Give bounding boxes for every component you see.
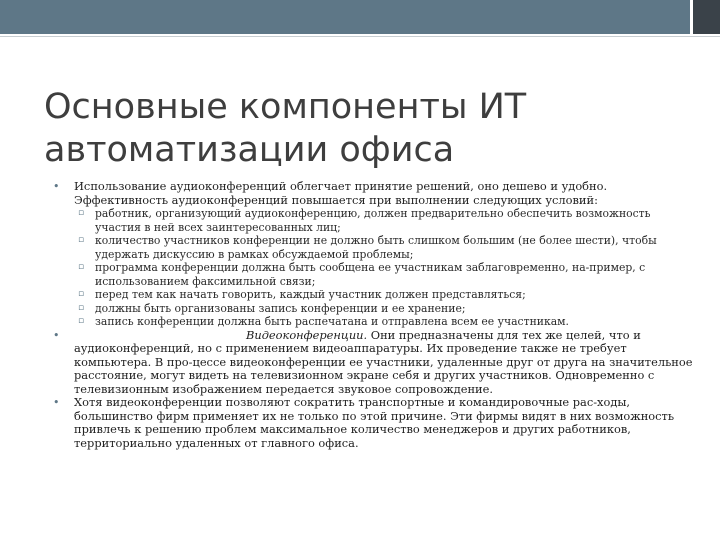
- sub-bullet-icon: ▫: [78, 208, 85, 218]
- sub-bullet-item: [50, 302, 695, 316]
- bullet-text: Они предназначены для тех же целей, что и аудиоконференций, но с применением видеоаппаратуры. Их проведение также не требует компьютера. В про-цессе видеоконференции ее участники, удаленные друг от друга на значительное расстояние, могут видеть на телевизионном экране себя и других участников. Одновременно с телевизионным изображением передается звуковое сопровождение.: [74, 327, 693, 396]
- sub-bullet-text: запись конференции должна быть распечатана и отправлена всем ее участникам.: [95, 315, 569, 328]
- sub-bullet-icon: ▫: [78, 316, 85, 326]
- bullet-text: Использование аудиоконференций облегчает принятие решений, оно дешево и удобно. Эффективность аудиоконференций повышается при выполнении следующих условий:: [74, 179, 608, 207]
- top-accent-bar-dark: [693, 0, 720, 34]
- slide-content: [50, 180, 695, 450]
- bullet-icon: •: [53, 328, 60, 342]
- top-accent-bar: [0, 0, 690, 34]
- sub-bullet-item: [50, 207, 695, 234]
- sub-bullet-text: должны быть организованы запись конференции и ее хранение;: [95, 301, 466, 315]
- sub-bullet-icon: ▫: [78, 289, 85, 299]
- sub-bullet-icon: ▫: [78, 262, 85, 272]
- bullet-icon: •: [53, 396, 60, 409]
- bullet-item-audioconference: [50, 180, 695, 207]
- sub-bullet-text: работник, организующий аудиоконференцию, должен предварительно обеспечить возможность участия в ней всех заинтересованных лиц;: [95, 207, 651, 234]
- bullet-text: Хотя видеоконференции позволяют сократить транспортные и командировочные рас-ходы, большинство фирм применяет их не только по этой причине. Эти фирмы видят в них возможность привлечь к решению проблем максимальное количество менеджеров и других работников, территориально удаленных от главного офиса.: [74, 395, 675, 450]
- bullet-icon: •: [53, 180, 60, 193]
- sub-bullet-item: [50, 315, 695, 329]
- sub-bullet-icon: ▫: [78, 235, 85, 245]
- top-divider: [0, 36, 720, 37]
- sub-bullet-text: программа конференции должна быть сообщена ее участникам заблаговременно, на-пример, с использованием факсимильной связи;: [95, 261, 646, 288]
- sub-bullet-text: перед тем как начать говорить, каждый участник должен представляться;: [95, 288, 526, 301]
- sub-bullet-item: [50, 261, 695, 288]
- bullet-item-costs: [50, 396, 695, 450]
- sub-bullet-item: [50, 234, 695, 261]
- slide-title: Основные компоненты ИТ автоматизации офиса: [44, 87, 527, 170]
- sub-bullet-item: [50, 288, 695, 302]
- bullet-lead-term: Видеоконференции.: [246, 327, 368, 342]
- bullet-list: [50, 180, 695, 450]
- bullet-item-videoconference: [50, 329, 695, 397]
- sub-bullet-icon: ▫: [78, 302, 85, 313]
- sub-bullet-text: количество участников конференции не должно быть слишком большим (не более шести), чтобы удержать дискуссию в рамках обсуждаемой проблемы;: [95, 234, 657, 261]
